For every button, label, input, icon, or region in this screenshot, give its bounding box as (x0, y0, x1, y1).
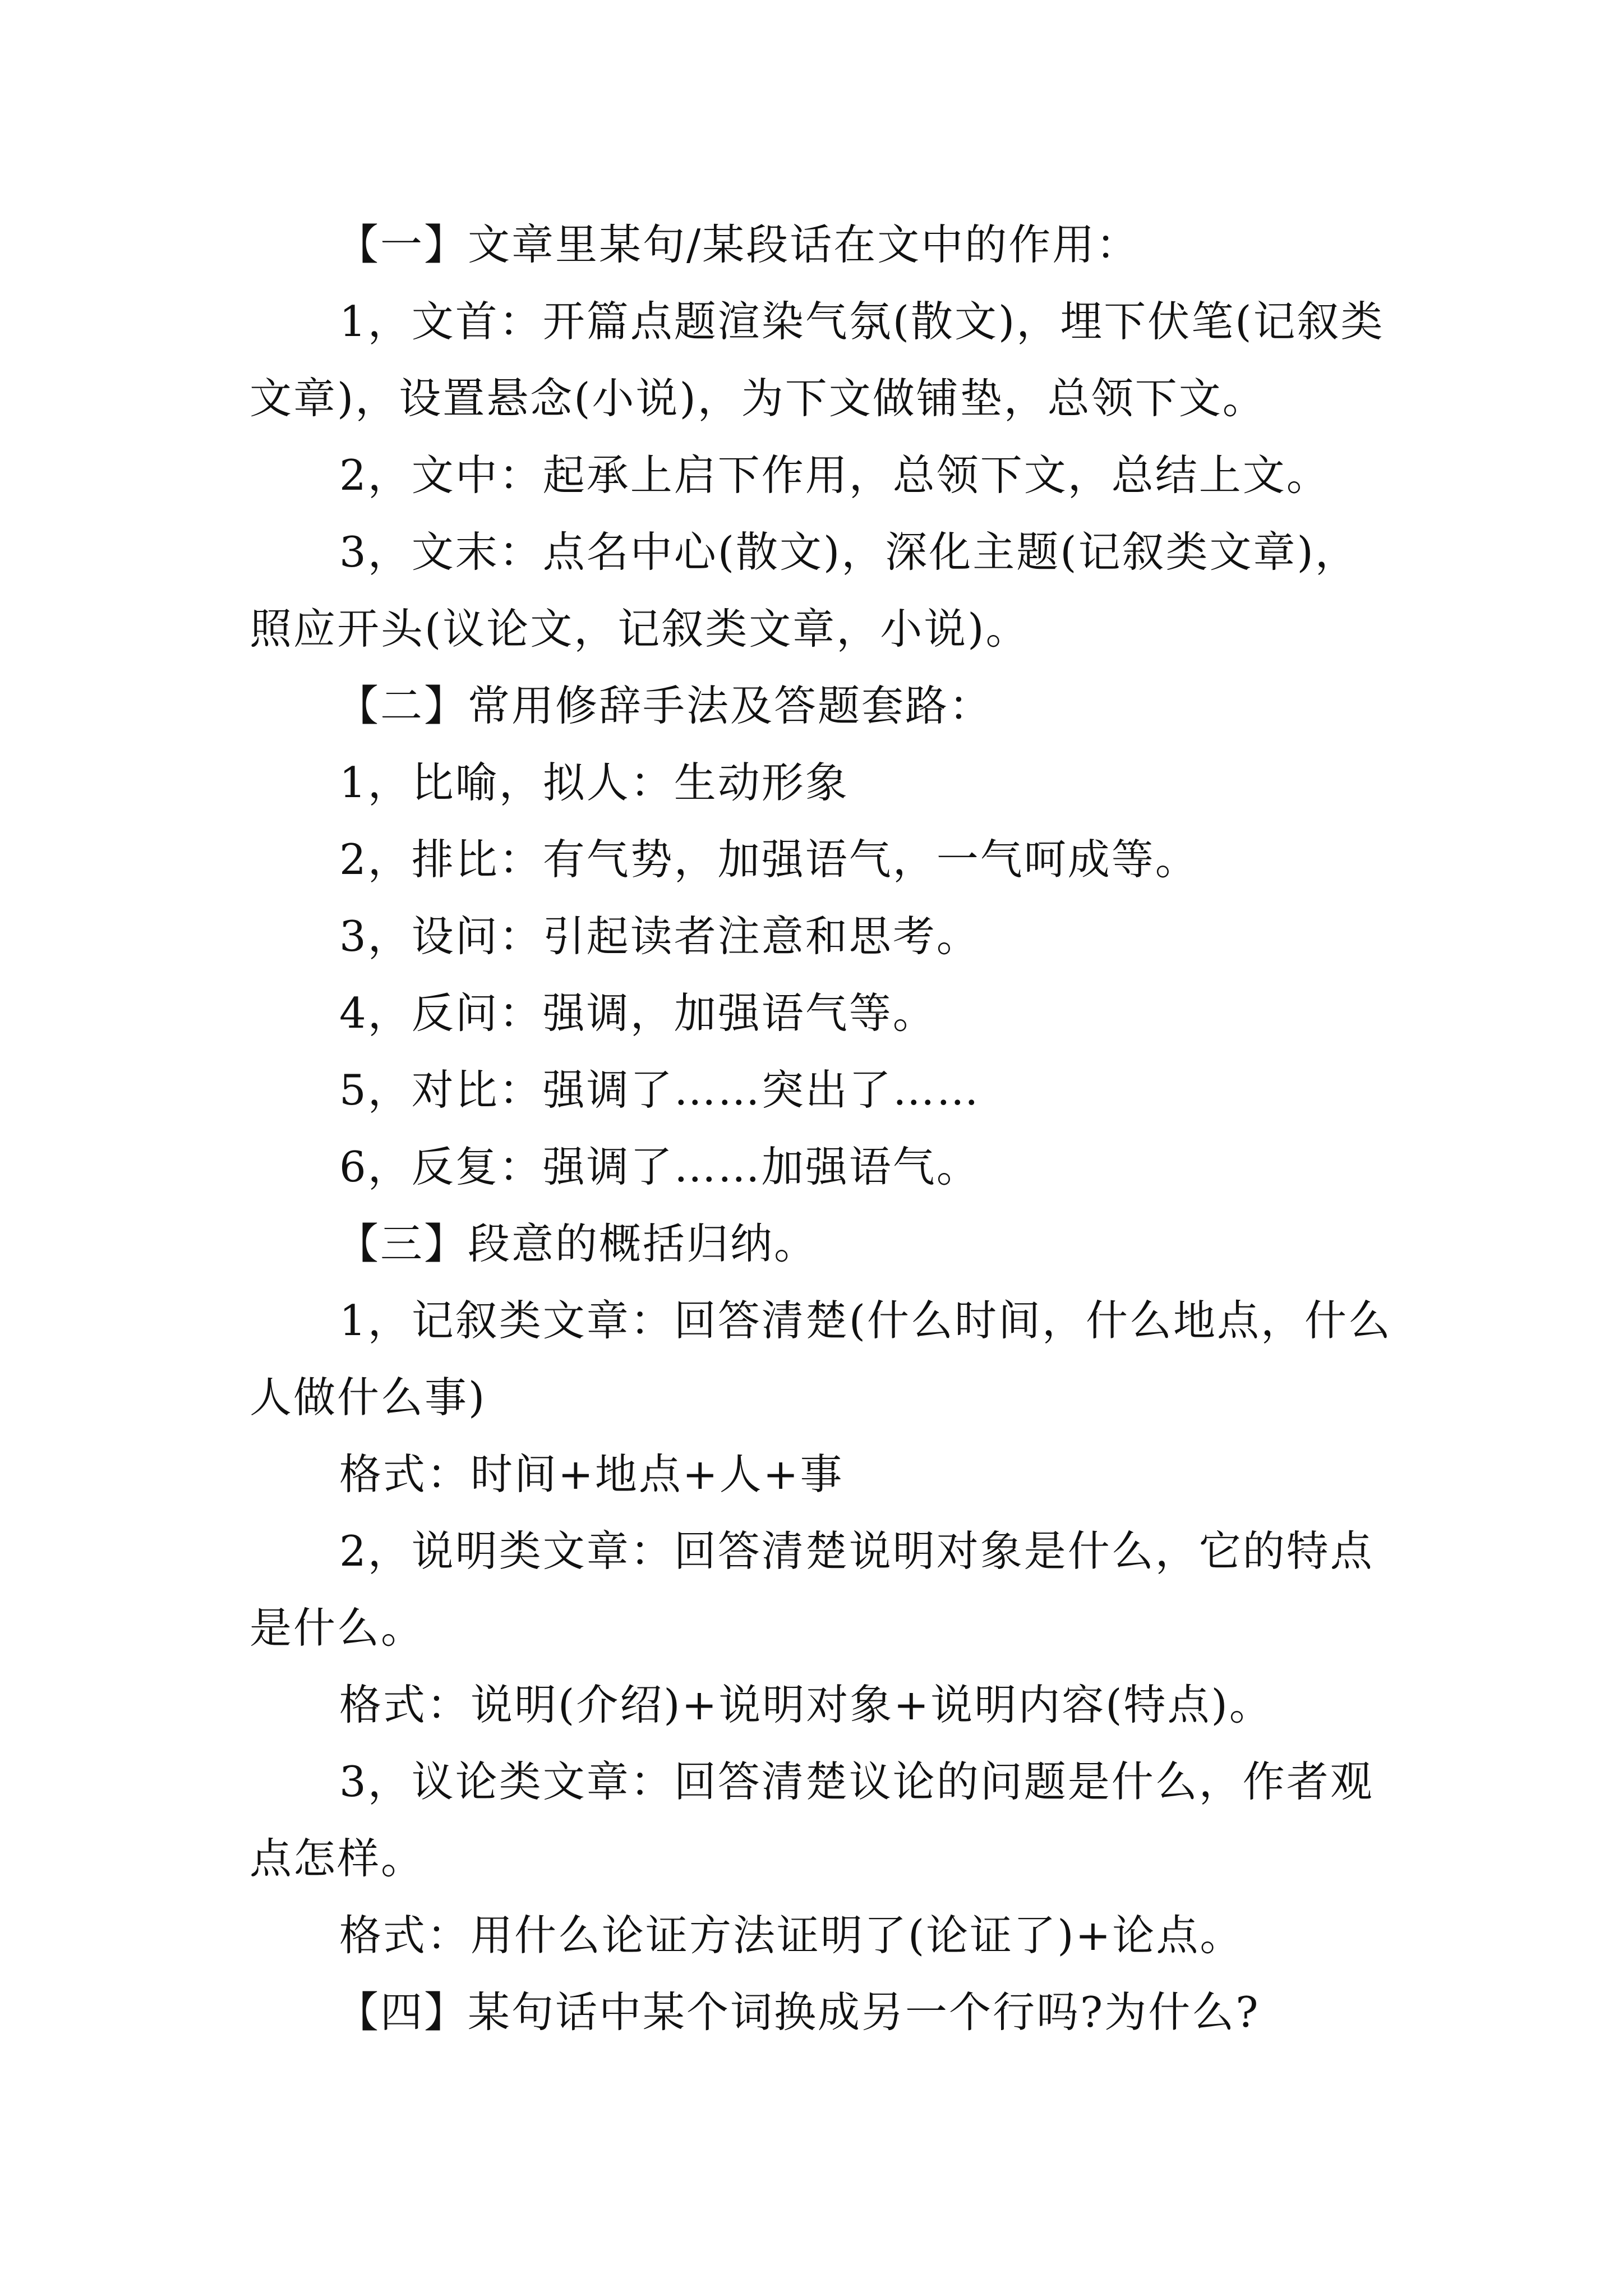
section-heading-1: 【一】文章里某句/某段话在文中的作用： (336, 220, 1140, 269)
text-line: 1，比喻，拟人：生动形象 (339, 758, 849, 807)
text-line: 1，文首：开篇点题渲染气氛(散文)，埋下伏笔(记叙类 (339, 297, 1385, 346)
text-line: 6，反复：强调了……加强语气。 (339, 1142, 980, 1191)
text-line: 文章)，设置悬念(小说)，为下文做铺垫，总领下文。 (250, 374, 1266, 423)
text-line: 3，设问：引起读者注意和思考。 (339, 912, 980, 961)
text-line: 人做什么事) (250, 1373, 487, 1422)
section-heading-2: 【二】常用修辞手法及答题套路： (336, 681, 993, 730)
format-line: 格式：用什么论证方法证明了(论证了)+论点。 (339, 1911, 1244, 1960)
text-line: 3，议论类文章：回答清楚议论的问题是什么，作者观 (339, 1757, 1374, 1806)
text-line: 2，说明类文章：回答清楚说明对象是什么，它的特点 (339, 1526, 1374, 1576)
format-line: 格式：时间+地点+人+事 (339, 1450, 844, 1499)
section-heading-4: 【四】某句话中某个词换成另一个行吗?为什么? (336, 1987, 1260, 2037)
text-line: 1，记叙类文章：回答清楚(什么时间，什么地点，什么 (339, 1296, 1392, 1345)
text-line: 3，文末：点名中心(散文)，深化主题(记叙类文章)， (339, 527, 1359, 577)
format-line: 格式：说明(介绍)+说明对象+说明内容(特点)。 (339, 1680, 1273, 1729)
text-line: 2，文中：起承上启下作用，总领下文，总结上文。 (339, 450, 1330, 500)
text-line: 5，对比：强调了……突出了…… (339, 1065, 980, 1115)
text-line: 2，排比：有气势，加强语气，一气呵成等。 (339, 835, 1199, 884)
text-line: 点怎样。 (250, 1834, 425, 1883)
document-body (250, 206, 1392, 2051)
text-line: 是什么。 (250, 1603, 425, 1653)
text-line: 照应开头(议论文，记叙类文章，小说)。 (250, 604, 1030, 654)
section-heading-3: 【三】段意的概括归纳。 (336, 1219, 818, 1268)
text-line: 4，反问：强调，加强语气等。 (339, 988, 937, 1038)
